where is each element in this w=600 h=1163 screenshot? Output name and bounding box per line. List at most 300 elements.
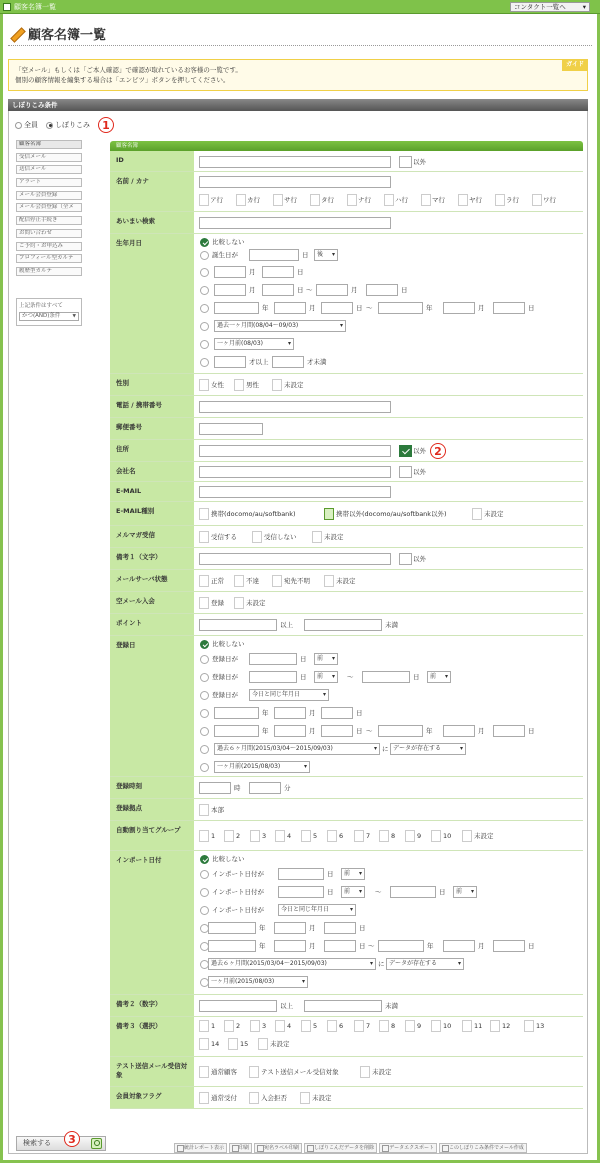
day-label: 日 [297,286,304,294]
address-except-checkbox[interactable] [399,445,412,457]
mag-norecv-checkbox[interactable] [252,531,262,543]
kana-checkbox[interactable] [199,194,209,206]
address-input[interactable] [199,445,391,457]
month-input[interactable] [443,725,475,737]
day-label: 日 [300,655,307,663]
unknown-label: 宛先不明 [284,577,310,585]
memo3-checkbox[interactable] [199,1020,209,1032]
refused-label: 入会拒否 [261,1094,287,1102]
kana-checkbox[interactable] [236,194,246,206]
age-under-label: 才未満 [307,358,327,366]
callout-badge-1: 1 [98,117,114,133]
import-radio[interactable] [200,870,209,879]
memo3-label: 14 [211,1040,220,1048]
month-label: 月 [351,286,358,294]
label-etype: E-MAIL種別 [110,502,194,525]
month-input[interactable] [274,707,306,719]
month-input[interactable] [274,922,306,934]
memo3-checkbox[interactable] [490,1020,500,1032]
normal-customer-checkbox[interactable] [199,1066,209,1078]
group-label: 3 [262,832,267,840]
label-birth: 生年月日 [110,234,194,373]
day-input[interactable] [366,284,398,296]
memo3-label: 11 [474,1022,483,1030]
before-select[interactable]: 前 ▾ [314,653,338,665]
period-select[interactable]: 過去６ヶ月間(2015/03/04～2015/09/03) ▾ [208,958,376,970]
callout-badge-3: 3 [64,1131,80,1147]
birth-radio[interactable] [200,358,209,367]
day-label: 日 [327,870,334,878]
group-checkbox[interactable] [327,830,337,842]
app-icon [3,3,11,11]
zip-input[interactable] [199,423,263,435]
status-unset-checkbox[interactable] [324,575,334,587]
nocompare-label: 比較しない [212,640,245,648]
period-select[interactable]: 過去６ヶ月間(2015/03/04～2015/09/03) ▾ [214,743,380,755]
kana-label: ナ行 [358,196,371,204]
kana-checkbox[interactable] [532,194,542,206]
day-input[interactable] [493,725,525,737]
unset-label: 未設定 [312,1094,332,1102]
month-input[interactable] [316,284,348,296]
memo3-label: 12 [502,1022,511,1030]
month-label: 月 [309,942,316,950]
recv-label: 受信する [211,533,237,541]
tilde-label: ～ [375,888,382,896]
reg-days-input[interactable] [249,653,297,665]
before-select[interactable]: 前 ▾ [427,671,451,683]
memo3-checkbox[interactable] [250,1020,260,1032]
status-unknown-checkbox[interactable] [272,575,282,587]
label-id: ID [110,151,194,171]
sidebar-item[interactable]: 顧客名簿 [16,140,82,149]
day-label: 日 [528,942,535,950]
reg-radio[interactable] [200,673,209,682]
sidebar-item[interactable]: プロフィール型カルテ [16,254,82,263]
unset-label: 未設定 [474,832,494,840]
honbu-checkbox[interactable] [199,804,209,816]
delete-filtered-button[interactable]: しぼりこんだデータを削除 [304,1143,377,1153]
memo3-checkbox[interactable] [199,1038,209,1050]
label-kara: 空メール入会 [110,592,194,613]
divider [8,45,592,46]
before-select[interactable]: 前 ▾ [314,671,338,683]
memo3-checkbox[interactable] [301,1020,311,1032]
guide-line-2: 個別の顧客情報を編集する場合は「エンピツ」ボタンを押してください。 [15,76,230,84]
reg-radio[interactable] [200,655,209,664]
sex-unset-checkbox[interactable] [272,379,282,391]
day-input[interactable] [262,284,294,296]
condition-box [16,298,82,326]
period-select[interactable]: 過去一ヶ月間(08/04～09/03) ▾ [214,320,346,332]
birth-nocompare-radio[interactable] [200,238,209,247]
sameday-select[interactable]: 今日と同じ年月日 ▾ [278,904,356,916]
sidebar-item[interactable]: メール会員登録 [16,191,82,200]
nocompare-label: 比較しない [212,855,245,863]
label-print-button[interactable]: 宛名ラベル印刷 [254,1143,302,1153]
memo3-checkbox[interactable] [354,1020,364,1032]
group-label: 8 [391,832,396,840]
export-button[interactable]: データエクスポート [379,1143,437,1153]
label-memo3: 備考３（選択） [110,1017,194,1056]
memo3-checkbox[interactable] [462,1020,472,1032]
memo3-checkbox[interactable] [405,1020,415,1032]
unset-label: 未設定 [336,577,356,585]
group-label: 4 [287,832,292,840]
regis-label: 登録日が [212,655,238,663]
reg-radio[interactable] [200,709,209,718]
birth-radio[interactable] [200,322,209,331]
carrier-label: 携帯(docomo/au/softbank) [211,510,296,518]
kana-label: ラ行 [506,196,519,204]
day-input[interactable] [493,302,525,314]
month-input[interactable] [274,302,306,314]
except-label: 以外 [413,447,426,455]
kana-checkbox[interactable] [495,194,505,206]
sidebar-item[interactable]: 配信停止手続き [16,216,82,225]
memo3-label: 15 [240,1040,249,1048]
footer-buttons [174,1143,527,1153]
lt-label: 未満 [385,1002,398,1010]
hour-input[interactable] [199,782,231,794]
id-input[interactable] [199,156,391,168]
group-checkbox[interactable] [250,830,260,842]
status-normal-checkbox[interactable] [199,575,209,587]
before-select[interactable]: 前 ▾ [453,886,477,898]
year-input[interactable] [378,725,423,737]
impis-label: インポート日付が [212,906,264,914]
day-input[interactable] [321,302,353,314]
reg-days-input[interactable] [362,671,410,683]
group-checkbox[interactable] [405,830,415,842]
test-target-checkbox[interactable] [249,1066,259,1078]
sex-male-checkbox[interactable] [234,379,244,391]
kana-label: マ行 [432,196,445,204]
label-addr: 住所 [110,440,194,461]
normal-recv-checkbox[interactable] [199,1092,209,1104]
unset-label: 未設定 [324,533,344,541]
regis-label: 登録日が [212,673,238,681]
mag-unset-checkbox[interactable] [312,531,322,543]
tilde-label: ～ [368,942,375,950]
company-except-checkbox[interactable] [399,466,412,478]
regis-label: 登録日が [212,691,238,699]
label-regbase: 登録拠点 [110,799,194,820]
memo3-label: 6 [339,1022,344,1030]
month-input[interactable] [443,940,475,952]
kana-checkbox[interactable] [458,194,468,206]
day-label: 日 [528,727,535,735]
memo1-input[interactable] [199,553,391,565]
print-button[interactable]: 印刷 [229,1143,252,1153]
radio-all-label: 全員 [24,121,38,129]
callout-badge-2: 2 [430,443,446,459]
day-label: 日 [439,888,446,896]
year-label: 年 [262,709,269,717]
month-label: 月 [309,924,316,932]
search-icon [91,1138,102,1149]
kana-checkbox[interactable] [384,194,394,206]
import-radio[interactable] [200,888,209,897]
label-import: インポート日付 [110,851,194,994]
day-input[interactable] [324,922,356,934]
kana-checkbox[interactable] [310,194,320,206]
year-input[interactable] [214,725,259,737]
month-ago-select[interactable]: 一ヶ月前(2015/08/03) ▾ [208,976,308,988]
tilde-label: ～ [366,304,373,312]
honbu-label: 本部 [211,806,224,814]
group-unset-checkbox[interactable] [462,830,472,842]
year-input[interactable] [208,922,256,934]
memo2-max-input[interactable] [304,1000,382,1012]
carrier-checkbox[interactable] [199,508,209,520]
female-label: 女性 [211,381,224,389]
day-label: 日 [356,304,363,312]
import-days-input[interactable] [278,886,324,898]
group-checkbox[interactable] [275,830,285,842]
point-min-input[interactable] [199,619,277,631]
phone-input[interactable] [199,401,391,413]
group-label: 10 [443,832,452,840]
group-checkbox[interactable] [199,830,209,842]
memo3-label: 2 [236,1022,241,1030]
memo3-label: 3 [262,1022,267,1030]
birth-days-input[interactable] [249,249,299,261]
birth-radio[interactable] [200,340,209,349]
month-ago-select[interactable]: 一ヶ月前(08/03) ▾ [214,338,294,350]
label-regtime: 登録時刻 [110,777,194,798]
month-input[interactable] [214,284,246,296]
before-select[interactable]: 前 ▾ [341,868,365,880]
label-autogrp: 自動割り当てグループ [110,821,194,850]
id-except-checkbox[interactable] [399,156,412,168]
window-title [3,2,56,12]
year-label: 年 [426,727,433,735]
minute-label: 分 [284,784,291,792]
reg-nocompare-radio[interactable] [200,640,209,649]
test-target-label: テスト送信メール受信対象 [261,1068,339,1076]
month-input[interactable] [443,302,475,314]
year-input[interactable] [378,940,424,952]
memo3-label: 10 [443,1022,452,1030]
hour-label: 時 [234,784,241,792]
report-button[interactable]: 統計レポート表示 [174,1143,227,1153]
company-input[interactable] [199,466,391,478]
label-member: 会員対象フラグ [110,1087,194,1108]
year-label: 年 [259,924,266,932]
day-label: 日 [359,942,366,950]
import-radio[interactable] [200,906,209,915]
import-nocompare-radio[interactable] [200,855,209,864]
day-label: 日 [356,727,363,735]
sidebar-item[interactable]: メール会員登録（全メ [16,203,82,212]
month-input[interactable] [274,725,306,737]
contact-list-select[interactable]: コンタクト一覧へ ▾ [510,2,590,12]
year-input[interactable] [378,302,423,314]
memo3-unset-checkbox[interactable] [258,1038,268,1050]
reg-days-input[interactable] [249,671,297,683]
memo3-checkbox[interactable] [379,1020,389,1032]
month-label: 月 [309,727,316,735]
memo2-min-input[interactable] [199,1000,277,1012]
group-checkbox[interactable] [354,830,364,842]
year-input[interactable] [214,302,259,314]
etype-unset-checkbox[interactable] [472,508,482,520]
birth-radio[interactable] [200,286,209,295]
kana-checkbox[interactable] [347,194,357,206]
birth-radio[interactable] [200,304,209,313]
norecv-label: 受信しない [264,533,297,541]
import-days-input[interactable] [278,868,324,880]
sameday-select[interactable]: 今日と同じ年月日 ▾ [249,689,329,701]
year-input[interactable] [208,940,256,952]
day-input[interactable] [321,707,353,719]
create-mail-button[interactable]: このしぼりこみ条件でメール作成 [439,1143,527,1153]
exists-select[interactable]: データが存在する ▾ [390,743,466,755]
ge-label: 以上 [280,621,293,629]
sex-female-checkbox[interactable] [199,379,209,391]
day-input[interactable] [493,940,525,952]
kana-checkbox[interactable] [421,194,431,206]
reg-radio[interactable] [200,763,209,772]
birth-radio[interactable] [200,251,209,260]
nocompare-label: 比較しない [212,238,245,246]
point-max-input[interactable] [304,619,382,631]
sidebar-item[interactable]: ご予約・お申込み [16,242,82,251]
group-label: 2 [236,832,241,840]
mag-recv-checkbox[interactable] [199,531,209,543]
day-input[interactable] [321,725,353,737]
search-button-label: 検索する [23,1139,51,1147]
email-input[interactable] [199,486,391,498]
group-checkbox[interactable] [301,830,311,842]
day-label: 日 [356,709,363,717]
reg-radio[interactable] [200,745,209,754]
search-button[interactable] [16,1136,106,1151]
year-label: 年 [426,304,433,312]
sidebar-item[interactable]: 受信メール [16,153,82,162]
lt-label: 未満 [385,621,398,629]
male-label: 男性 [246,381,259,389]
unreach-label: 不達 [246,577,259,585]
month-input[interactable] [214,266,246,278]
day-label: 日 [413,673,420,681]
day-input[interactable] [324,940,356,952]
day-input[interactable] [262,266,294,278]
memo3-checkbox[interactable] [524,1020,534,1032]
label-fuzzy: あいまい検索 [110,212,194,233]
day-label: 日 [359,924,366,932]
memo3-checkbox[interactable] [327,1020,337,1032]
testmail-unset-checkbox[interactable] [360,1066,370,1078]
name-input[interactable] [199,176,391,188]
top-bar [0,0,600,14]
radio-filter[interactable] [46,122,53,129]
month-label: 月 [309,304,316,312]
before-select[interactable]: 前 ▾ [341,886,365,898]
group-checkbox[interactable] [224,830,234,842]
day-label: 日 [401,286,408,294]
birth-radio[interactable] [200,268,209,277]
month-label: 月 [478,727,485,735]
month-label: 月 [249,268,256,276]
label-testmail: テスト送信メール受信対象 [110,1057,194,1086]
unset-label: 未設定 [270,1040,290,1048]
minute-input[interactable] [249,782,281,794]
month-label: 月 [309,709,316,717]
label-company: 会社名 [110,462,194,481]
radio-filter-label: しぼりこみ [55,121,90,129]
kana-label: ア行 [210,196,223,204]
registered-label: 登録 [211,599,224,607]
month-ago-select[interactable]: 一ヶ月前(2015/08/03) ▾ [214,761,310,773]
unset-label: 未設定 [484,510,504,518]
year-input[interactable] [214,707,259,719]
section-header: しぼりこみ条件 [8,99,588,111]
label-mag: メルマガ受信 [110,526,194,547]
exists-select[interactable]: データが存在する ▾ [386,958,464,970]
reg-radio[interactable] [200,727,209,736]
sidebar-item[interactable]: 送信メール [16,165,82,174]
month-input[interactable] [274,940,306,952]
refused-checkbox[interactable] [249,1092,259,1104]
kana-label: ヤ行 [469,196,482,204]
pencil-icon [10,27,24,41]
window-title-text: 顧客名簿一覧 [14,3,56,11]
memo3-label: 4 [287,1022,292,1030]
memo3-label: 7 [366,1022,371,1030]
import-days-input[interactable] [390,886,436,898]
page-title-text: 顧客名簿一覧 [28,28,107,43]
page-title [10,24,106,43]
sidebar-item[interactable]: お問い合わせ [16,229,82,238]
radio-all[interactable] [15,122,22,129]
normal-label: 正常 [211,577,224,585]
memo3-checkbox[interactable] [431,1020,441,1032]
kara-unset-checkbox[interactable] [234,597,244,609]
age-max-input[interactable] [272,356,304,368]
memo3-checkbox[interactable] [275,1020,285,1032]
day-label: 日 [297,268,304,276]
memo3-label: 5 [313,1022,318,1030]
sidebar-item[interactable]: アラート [16,178,82,187]
kara-registered-checkbox[interactable] [199,597,209,609]
age-min-input[interactable] [214,356,246,368]
sidebar-item[interactable]: 履歴型カルテ [16,267,82,276]
memo3-checkbox[interactable] [228,1038,238,1050]
noncarrier-checkbox[interactable] [324,508,334,520]
memo3-label: 13 [536,1022,545,1030]
year-label: 年 [262,727,269,735]
status-unreach-checkbox[interactable] [234,575,244,587]
memo1-except-checkbox[interactable] [399,553,412,565]
kana-checkbox[interactable] [273,194,283,206]
member-unset-checkbox[interactable] [300,1092,310,1104]
filter-table [110,151,583,1109]
after-select[interactable]: 後 ▾ [314,249,338,261]
group-checkbox[interactable] [431,830,441,842]
sidebar [16,140,82,280]
reg-radio[interactable] [200,691,209,700]
fuzzy-input[interactable] [199,217,391,229]
label-sex: 性別 [110,374,194,395]
kana-label: ワ行 [543,196,556,204]
group-checkbox[interactable] [379,830,389,842]
andor-select[interactable]: かつ(AND)条件 ▼ [19,312,79,321]
memo3-checkbox[interactable] [224,1020,234,1032]
month-label: 月 [249,286,256,294]
unset-label: 未設定 [246,599,266,607]
